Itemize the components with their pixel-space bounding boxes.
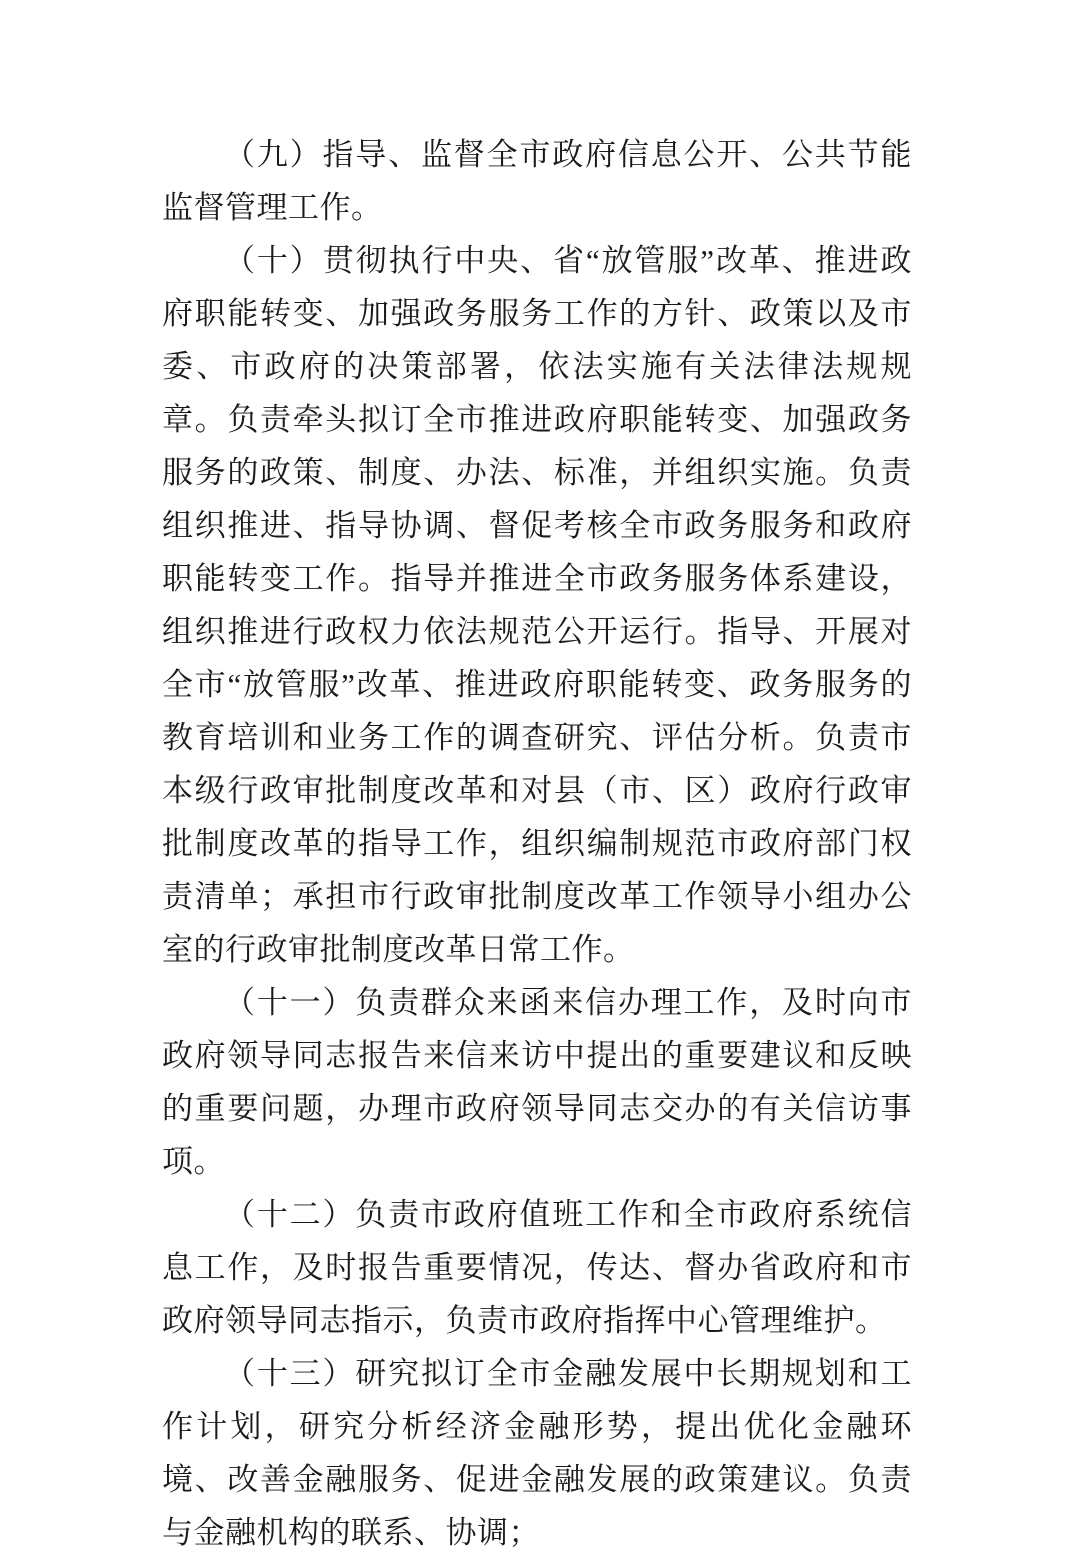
paragraph-item-11: （十一）负责群众来函来信办理工作，及时向市政府领导同志报告来信来访中提出的重要建议和反映的重要问题，办理市政府领导同志交办的有关信访事项。 [162,985,912,1179]
paragraph-item-13: （十三）研究拟订全市金融发展中长期规划和工作计划，研究分析经济金融形势，提出优化金融环境、改善金融服务、促进金融发展的政策建议。负责与金融机构的联系、协调； [162,1356,912,1550]
paragraph-item-10: （十）贯彻执行中央、省“放管服”改革、推进政府职能转变、加强政务服务工作的方针、政策以及市委、市政府的决策部署，依法实施有关法律法规规章。负责牵头拟订全市推进政府职能转变、加强政务服务的政策、制度、办法、标准，并组织实施。负责组织推进、指导协调、督促考核全市政务服务和政府职能转变工作。指导并推进全市政务服务体系建设，组织推进行政权力依法规范公开运行。指导、开展对全市“放管服”改革、推进政府职能转变、政务服务的教育培训和业务工作的调查研究、评估分析。负责市本级行政审批制度改革和对县（市、区）政府行政审批制度改革的指导工作，组织编制规范市政府部门权责清单；承担市行政审批制度改革工作领导小组办公室的行政审批制度改革日常工作。 [162,243,912,967]
paragraph-item-9: （九）指导、监督全市政府信息公开、公共节能监督管理工作。 [162,137,912,225]
paragraph-item-12: （十二）负责市政府值班工作和全市政府系统信息工作，及时报告重要情况，传达、督办省政府和市政府领导同志指示，负责市政府指挥中心管理维护。 [162,1197,912,1338]
